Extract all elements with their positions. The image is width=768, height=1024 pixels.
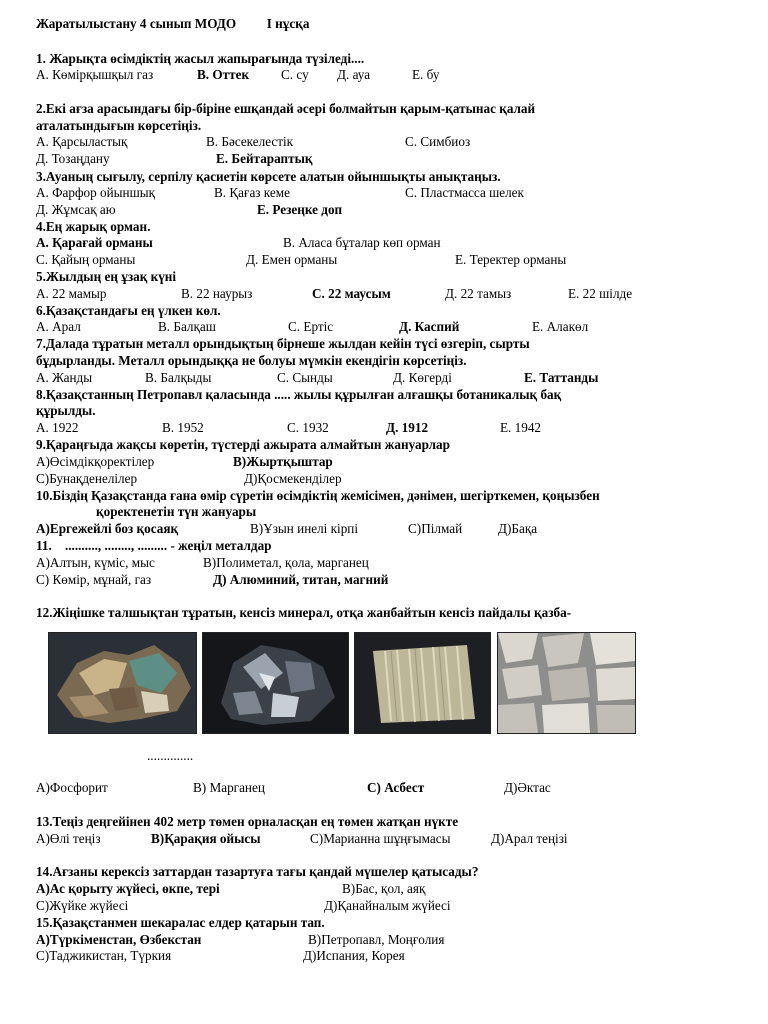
variant-text: І нұсқа [266, 16, 310, 31]
q15-option-b: В)Петропавл, Моңғолия [308, 932, 445, 947]
q6-option-d: Д. Каспий [399, 319, 460, 334]
q7-option-a: А. Жанды [36, 370, 93, 385]
q11-option-a: А)Алтын, күміс, мыс [36, 555, 155, 570]
q13-option-c: С)Марианна шұңғымасы [310, 831, 451, 846]
q6-text: 6.Қазақстандағы ең үлкен көл. [36, 303, 221, 318]
q13-option-d: Д)Арал теңізі [491, 831, 568, 846]
q14-option-d: Д)Қанайналым жүйесі [324, 898, 451, 913]
q10-option-b: В)Ұзын инелі кірпі [250, 521, 359, 536]
q1-text: 1. Жарықта өсімдіктің жасыл жапырағында түзіледі.... [36, 51, 365, 66]
q2-option-e: Е. Бейтараптық [216, 151, 313, 166]
q1-option-a: А. Көмірқышқыл газ [36, 67, 154, 82]
q11-text: 11. .........., ........, ......... - жеңіл металдар [36, 538, 272, 553]
q7-text-line1: 7.Далада тұратын металл орындықтың бірнеше жылдан кейін түсі өзгеріп, сырты [36, 336, 530, 351]
q5-option-c: С. 22 маусым [312, 286, 391, 301]
q4-option-e: Е. Теректер орманы [455, 252, 567, 267]
q5-option-e: Е. 22 шілде [568, 286, 633, 301]
q9-text: 9.Қараңғыда жақсы көретін, түстерді ажырата алмайтын жануарлар [36, 437, 450, 452]
q14-text: 14.Ағзаны керексіз заттардан тазартуға тағы қандай мүшелер қатысады? [36, 864, 479, 879]
q13-option-a: А)Өлі теңіз [36, 831, 101, 846]
q3-option-a: А. Фарфор ойыншық [36, 185, 156, 200]
q7-option-c: С. Сынды [277, 370, 333, 385]
q8-option-d: Д. 1912 [386, 420, 429, 435]
q10-text-line2: қоректенетін түн жануары [96, 504, 257, 519]
q12-option-c: С) Асбест [367, 780, 425, 795]
q6-option-a: А. Арал [36, 319, 81, 334]
q7-option-b: В. Балқыды [145, 370, 212, 385]
q11-option-b: В)Полиметал, қола, марганец [203, 555, 369, 570]
q1-option-e: Е. бу [412, 67, 440, 82]
mineral-photo-asbestos [354, 632, 491, 734]
q10-option-c: С)Пілмай [408, 521, 463, 536]
q9-option-d: Д)Қосмекенділер [244, 471, 342, 486]
q8-option-c: С. 1932 [287, 420, 329, 435]
q3-option-b: В. Қағаз кеме [214, 185, 290, 200]
q15-text: 15.Қазақстанмен шекаралас елдер қатарын тап. [36, 915, 325, 930]
q2-text-line2: аталатындығын көрсетіңіз. [36, 118, 202, 133]
q11-option-d: Д) Алюминий, титан, магний [213, 572, 389, 587]
q12-option-a: А)Фосфорит [36, 780, 108, 795]
q10-option-d: Д)Бақа [498, 521, 538, 536]
q2-option-d: Д. Тозаңдану [36, 151, 110, 166]
q10-option-a: А)Ергежейлі боз қосаяқ [36, 521, 179, 536]
q2-text-line1: 2.Екі ағза арасындағы бір-біріне ешқандай әсері болмайтын қарым-қатынас қалай [36, 101, 536, 116]
q4-text: 4.Ең жарық орман. [36, 219, 151, 234]
mineral-photo-limestone [497, 632, 636, 734]
q12-text: 12.Жіңішке талшықтан тұратын, кенсіз минерал, отқа жанбайтын кенсіз пайдалы қазба- [36, 605, 572, 620]
q1-option-b: В. Оттек [197, 67, 250, 82]
q6-option-e: Е. Алакөл [532, 319, 589, 334]
q3-text: 3.Ауаның сығылу, серпілу қасиетін көрсете алатын ойыншықты анықтаңыз. [36, 169, 501, 184]
q5-option-b: В. 22 наурыз [181, 286, 253, 301]
q1-option-d: Д. ауа [337, 67, 371, 82]
q2-option-a: А. Қарсыластық [36, 134, 128, 149]
q8-option-b: В. 1952 [162, 420, 204, 435]
q3-option-d: Д. Жұмсақ аю [36, 202, 116, 217]
q8-text-line1: 8.Қазақстанның Петропавл қаласында ..... жылы құрылған алғашқы ботаникалық бақ [36, 387, 562, 402]
q6-option-b: В. Балқаш [158, 319, 216, 334]
q2-option-c: С. Симбиоз [405, 134, 471, 149]
q11-option-c: С) Көмір, мұнай, газ [36, 572, 152, 587]
q13-option-b: В)Қарақия ойысы [151, 831, 261, 846]
q14-option-a: А)Ас қорыту жүйесі, өкпе, тері [36, 881, 220, 896]
q12-option-d: Д)Әктас [504, 780, 551, 795]
q9-option-b: В)Жыртқыштар [233, 454, 333, 469]
test-title [36, 16, 309, 32]
q3-option-e: Е. Резеңке доп [257, 202, 343, 217]
title-text: Жаратылыстану 4 сынып МОДО [36, 16, 237, 31]
q4-option-c: С. Қайың орманы [36, 252, 136, 267]
q4-option-a: А. Қарағай орманы [36, 235, 153, 250]
q7-option-d: Д. Көгерді [393, 370, 452, 385]
q14-option-b: В)Бас, қол, аяқ [342, 881, 426, 896]
q13-text: 13.Теңіз деңгейінен 402 метр төмен орналасқан ең төмен жатқан нүкте [36, 814, 459, 829]
mineral-photo-manganese [202, 632, 349, 734]
q5-option-a: А. 22 мамыр [36, 286, 107, 301]
q15-option-c: С)Таджикистан, Түркия [36, 948, 172, 963]
q5-text: 5.Жылдың ең ұзақ күні [36, 269, 177, 284]
q5-option-d: Д. 22 тамыз [445, 286, 512, 301]
q15-option-a: А)Түркіменстан, Өзбекстан [36, 932, 202, 947]
q8-option-a: А. 1922 [36, 420, 79, 435]
q9-option-a: А)Өсімдікқоректілер [36, 454, 155, 469]
mineral-photo-phosphorite [48, 632, 197, 734]
q9-option-c: С)Бунақденелілер [36, 471, 138, 486]
q10-text-line1: 10.Біздің Қазақстанда ғана өмір сүретін өсімдіктің жемісімен, дәнімен, шегірткемен, қоңызбен [36, 488, 600, 503]
q6-option-c: С. Ертіс [288, 319, 334, 334]
q12-answer-blank: .............. [147, 748, 194, 763]
q8-option-e: Е. 1942 [500, 420, 542, 435]
q7-option-e: Е. Таттанды [524, 370, 599, 385]
q8-text-line2: құрылды. [36, 403, 96, 418]
q14-option-c: С)Жүйке жүйесі [36, 898, 129, 913]
q4-option-d: Д. Емен орманы [246, 252, 338, 267]
q7-text-line2: бұдырланды. Металл орындыққа не болуы мүмкін екендігін көрсетіңіз. [36, 353, 467, 368]
q2-option-b: В. Бәсекелестік [206, 134, 294, 149]
q4-option-b: В. Аласа бұталар көп орман [283, 235, 441, 250]
q15-option-d: Д)Испания, Корея [303, 948, 405, 963]
q1-option-c: С. су [281, 67, 309, 82]
q12-option-b: В) Марганец [193, 780, 265, 795]
q3-option-c: С. Пластмасса шелек [405, 185, 524, 200]
